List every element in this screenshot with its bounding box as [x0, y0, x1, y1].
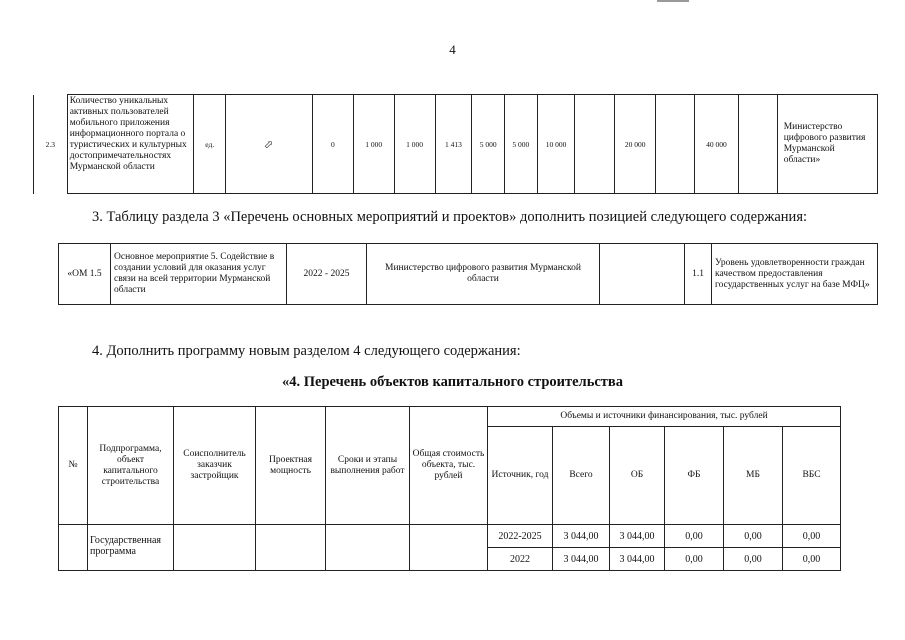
ob-cell: 3 044,00: [610, 548, 665, 571]
indicators-table: [33, 94, 878, 194]
indicator-name: Количество уникальных активных пользователей мобильного приложения информационного портала о туристических и культурных достопримечательностях Мурманской области: [67, 95, 194, 194]
value-cell: 0: [312, 95, 353, 194]
header-coexecutor: Соисполнитель заказчик застройщик: [174, 407, 256, 525]
ob-cell: 3 044,00: [610, 525, 665, 548]
measure-period: 2022 - 2025: [287, 244, 367, 305]
scan-artifact-mark: [657, 0, 689, 2]
row-num-cell: [59, 525, 88, 571]
value-cell: 10 000: [537, 95, 575, 194]
header-num: №: [59, 407, 88, 525]
paragraph-4: 4. Дополнить программу новым разделом 4 следующего содержания:: [92, 343, 521, 359]
value-cell: [575, 95, 615, 194]
year-cell: 2022-2025: [488, 525, 553, 548]
capital-construction-table: [58, 406, 841, 571]
table-row: [59, 244, 878, 305]
fb-cell: 0,00: [665, 548, 724, 571]
measure-code: «ОМ 1.5: [59, 244, 111, 305]
header-cost: Общая стоимость объекта, тыс. рублей: [410, 407, 488, 525]
header-ob: ОБ: [610, 427, 665, 525]
value-cell: [656, 95, 695, 194]
measure-name: Основное мероприятие 5. Содействие в создании условий для оказания услуг связи на всей территории Мурманской области: [111, 244, 287, 305]
table-row: [34, 95, 878, 194]
measure-executor: Министерство цифрового развития Мурманской области: [367, 244, 600, 305]
value-cell: 40 000: [694, 95, 738, 194]
page-number: 4: [449, 42, 456, 57]
indicator-number: 1.1: [685, 244, 712, 305]
unit-cell: ед.: [194, 95, 226, 194]
value-cell: 20 000: [615, 95, 656, 194]
year-cell: 2022: [488, 548, 553, 571]
measures-table: [58, 243, 878, 305]
responsible-cell: Министерство цифрового развития Мурманской области»: [777, 95, 877, 194]
total-cell: 3 044,00: [553, 525, 610, 548]
value-cell: 5 000: [472, 95, 505, 194]
table-header-row: [59, 407, 841, 427]
mb-cell: 0,00: [724, 525, 783, 548]
vbs-cell: 0,00: [783, 548, 841, 571]
value-cell: 1 000: [394, 95, 435, 194]
cost-cell: [410, 525, 488, 571]
vbs-cell: 0,00: [783, 525, 841, 548]
paragraph-3: 3. Таблицу раздела 3 «Перечень основных мероприятий и проектов» дополнить позицией следующего содержания:: [92, 209, 808, 225]
table-row: [59, 525, 841, 548]
terms-cell: [326, 525, 410, 571]
indicator-text: Уровень удовлетворенности граждан качеством предоставления государственных услуг на базе МФЦ»: [712, 244, 878, 305]
header-financing: Объемы и источники финансирования, тыс. рублей: [488, 407, 841, 427]
row-number: 2.3: [34, 95, 68, 194]
header-object: Подпрограмма, объект капитального строительства: [88, 407, 174, 525]
value-cell: 5 000: [504, 95, 537, 194]
header-capacity: Проектная мощность: [256, 407, 326, 525]
total-cell: 3 044,00: [553, 548, 610, 571]
value-cell: 1 413: [435, 95, 472, 194]
fb-cell: 0,00: [665, 525, 724, 548]
empty-cell: [600, 244, 685, 305]
header-mb: МБ: [724, 427, 783, 525]
header-vbs: ВБС: [783, 427, 841, 525]
coexecutor-cell: [174, 525, 256, 571]
header-fb: ФБ: [665, 427, 724, 525]
value-cell: [738, 95, 777, 194]
header-source: Источник, год: [488, 427, 553, 525]
program-label: Государственная программа: [88, 525, 174, 571]
trend-cell: [226, 95, 313, 194]
header-total: Всего: [553, 427, 610, 525]
capacity-cell: [256, 525, 326, 571]
header-terms: Сроки и этапы выполнения работ: [326, 407, 410, 525]
section-title: «4. Перечень объектов капитального строительства: [281, 374, 623, 390]
arrow-up-right-icon: ⇨: [261, 136, 277, 152]
mb-cell: 0,00: [724, 548, 783, 571]
value-cell: 1 000: [353, 95, 394, 194]
